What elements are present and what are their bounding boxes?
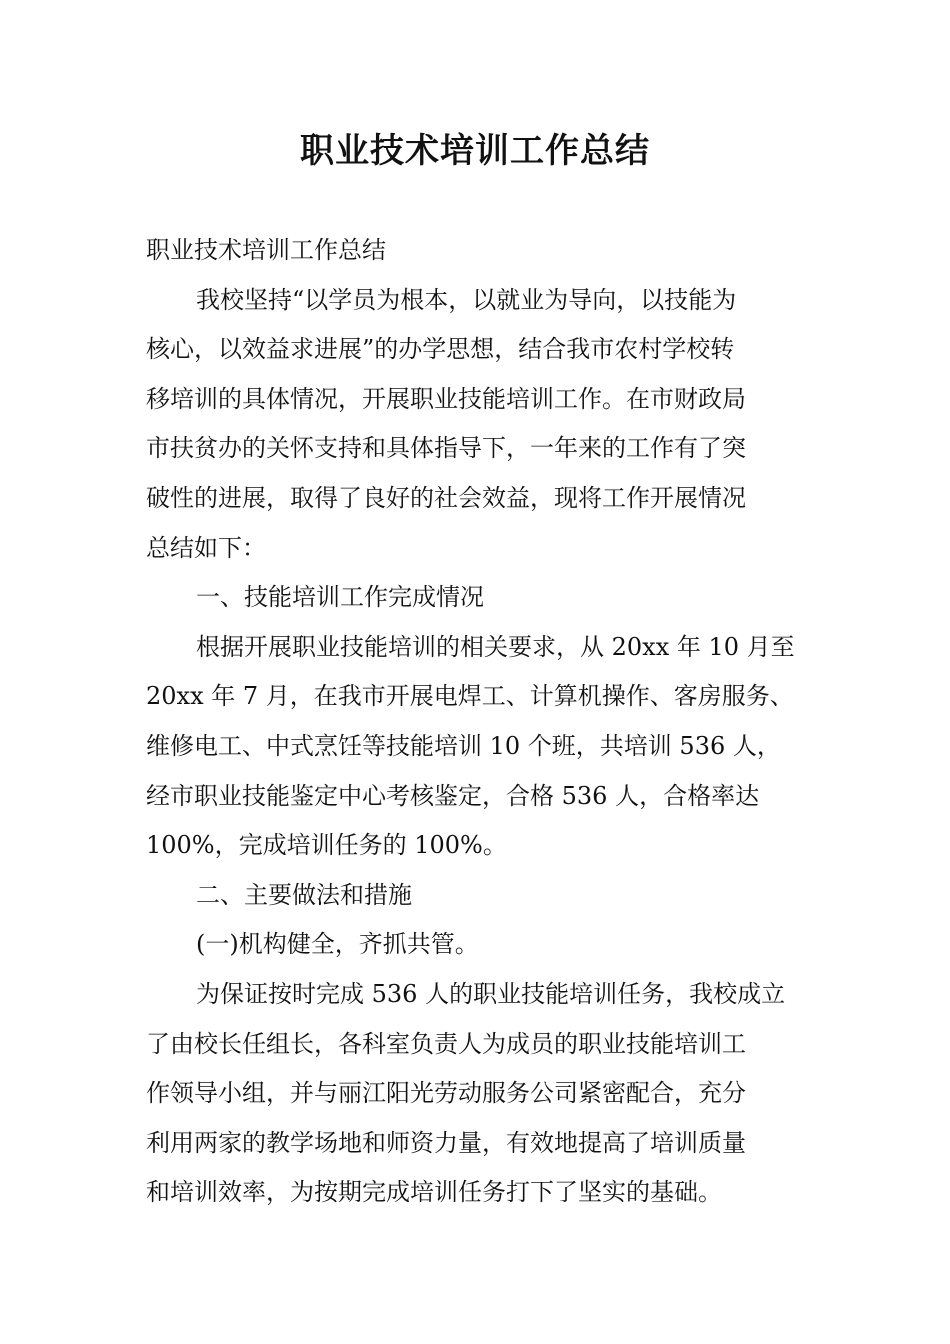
paragraph-line: 经市职业技能鉴定中心考核鉴定，合格 536 人，合格率达 (146, 781, 760, 810)
paragraph-line: 作领导小组，并与丽江阳光劳动服务公司紧密配合，充分 (146, 1079, 746, 1108)
paragraph-line: 根据开展职业技能培训的相关要求，从 20xx 年 10 月至 (196, 632, 795, 661)
document-body (146, 226, 816, 1218)
paragraph-line: 核心，以效益求进展”的办学思想，结合我市农村学校转 (146, 335, 735, 364)
paragraph-line: 了由校长任组长，各科室负责人为成员的职业技能培训工 (146, 1029, 746, 1058)
paragraph-line: 100%，完成培训任务的 100%。 (146, 831, 507, 860)
subsection-heading: (一)机构健全，齐抓共管。 (196, 930, 479, 959)
section-heading: 二、主要做法和措施 (196, 880, 412, 909)
paragraph-line: 和培训效率，为按期完成培训任务打下了坚实的基础。 (146, 1178, 722, 1207)
paragraph-line: 总结如下： (146, 533, 266, 562)
paragraph-line: 我校坚持“以学员为根本，以就业为导向，以技能为 (196, 285, 737, 314)
body-heading-line: 职业技术培训工作总结 (146, 236, 386, 264)
section-heading: 一、技能培训工作完成情况 (196, 583, 484, 612)
paragraph-line: 20xx 年 7 月，在我市开展电焊工、计算机操作、客房服务、 (146, 682, 794, 711)
paragraph-line: 维修电工、中式烹饪等技能培训 10 个班，共培训 536 人， (146, 731, 781, 760)
paragraph-line: 市扶贫办的关怀支持和具体指导下，一年来的工作有了突 (146, 434, 746, 463)
paragraph-line: 利用两家的教学场地和师资力量，有效地提高了培训质量 (146, 1128, 746, 1157)
document-title: 职业技术培训工作总结 (300, 131, 650, 171)
paragraph-line: 移培训的具体情况，开展职业技能培训工作。在市财政局 (146, 384, 746, 413)
paragraph-line: 为保证按时完成 536 人的职业技能培训任务，我校成立 (196, 979, 786, 1008)
paragraph-line: 破性的进展，取得了良好的社会效益，现将工作开展情况 (146, 483, 746, 512)
